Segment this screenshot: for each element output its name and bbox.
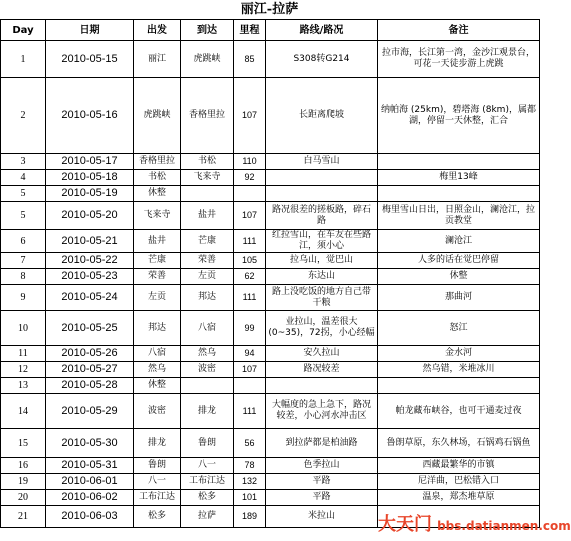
row-distance: 111	[234, 230, 266, 253]
row-from: 香格里拉	[134, 154, 181, 170]
row-route: 白马雪山	[266, 154, 378, 170]
row-notes	[378, 186, 540, 202]
table-row	[1, 490, 540, 506]
row-date: 2010-05-15	[46, 41, 134, 78]
site-watermark	[378, 510, 571, 540]
header-to: 到达	[181, 20, 234, 41]
row-notes: 梅里雪山日出，日照金山，澜沧江，拉贡教堂	[378, 202, 540, 230]
row-from: 工布江达	[134, 490, 181, 506]
table-row	[1, 346, 540, 362]
row-notes: 帕龙藏布峡谷，也可干通麦过夜	[378, 394, 540, 429]
row-from: 八一	[134, 474, 181, 490]
row-date: 2010-05-25	[46, 311, 134, 346]
watermark-brand: 大天门	[378, 514, 432, 535]
row-day: 11	[1, 346, 46, 362]
row-notes: 梅里13峰	[378, 170, 540, 186]
row-from: 芒康	[134, 253, 181, 269]
row-route: S308转G214	[266, 41, 378, 78]
table-row	[1, 311, 540, 346]
table-row	[1, 186, 540, 202]
row-to: 波密	[181, 362, 234, 378]
table-row	[1, 285, 540, 311]
row-route: 拉乌山，觉巴山	[266, 253, 378, 269]
row-notes: 拉市海，长江第一湾，金沙江观景台，可花一天徒步游上虎跳	[378, 41, 540, 78]
header-date: 日期	[46, 20, 134, 41]
row-day: 19	[1, 474, 46, 490]
row-day: 8	[1, 269, 46, 285]
row-route	[266, 378, 378, 394]
row-distance: 111	[234, 394, 266, 429]
row-distance: 107	[234, 362, 266, 378]
row-route: 长距离爬坡	[266, 78, 378, 154]
row-notes	[378, 154, 540, 170]
row-to: 虎跳峡	[181, 41, 234, 78]
row-to: 排龙	[181, 394, 234, 429]
table-row	[1, 378, 540, 394]
row-to: 八一	[181, 458, 234, 474]
row-to: 邦达	[181, 285, 234, 311]
table-row	[1, 394, 540, 429]
table-row	[1, 429, 540, 458]
row-date: 2010-05-21	[46, 230, 134, 253]
row-route: 东达山	[266, 269, 378, 285]
row-day: 13	[1, 378, 46, 394]
row-route: 业拉山，温差很大 (0~35)，72拐，小心经幅	[266, 311, 378, 346]
row-distance: 56	[234, 429, 266, 458]
row-from: 然乌	[134, 362, 181, 378]
row-date: 2010-05-31	[46, 458, 134, 474]
row-day: 2	[1, 78, 46, 154]
row-distance: 132	[234, 474, 266, 490]
row-to: 香格里拉	[181, 78, 234, 154]
row-route: 红拉雪山，在车友在些路江，须小心	[266, 230, 378, 253]
row-notes: 纳帕海 (25km)，碧塔海 (8km)，属都湖，停留一天休整，汇合	[378, 78, 540, 154]
row-route: 平路	[266, 490, 378, 506]
row-notes: 怒江	[378, 311, 540, 346]
row-distance: 105	[234, 253, 266, 269]
row-day: 16	[1, 458, 46, 474]
row-to: 飞来寺	[181, 170, 234, 186]
row-distance	[234, 186, 266, 202]
row-day: 20	[1, 490, 46, 506]
header-route: 路线/路况	[266, 20, 378, 41]
row-date: 2010-05-16	[46, 78, 134, 154]
row-day: 5	[1, 202, 46, 230]
row-day: 1	[1, 41, 46, 78]
row-from: 虎跳峡	[134, 78, 181, 154]
row-to: 然乌	[181, 346, 234, 362]
header-day: Day	[1, 20, 46, 41]
row-route	[266, 186, 378, 202]
row-route: 路况较差	[266, 362, 378, 378]
row-day: 10	[1, 311, 46, 346]
row-distance: 62	[234, 269, 266, 285]
row-date: 2010-06-03	[46, 506, 134, 528]
table-body	[1, 41, 540, 528]
row-date: 2010-06-02	[46, 490, 134, 506]
row-date: 2010-05-27	[46, 362, 134, 378]
table-row	[1, 474, 540, 490]
row-notes: 休整	[378, 269, 540, 285]
row-route: 路上没吃饭的地方自己带干粮	[266, 285, 378, 311]
row-from: 波密	[134, 394, 181, 429]
row-to: 左贡	[181, 269, 234, 285]
row-distance: 111	[234, 285, 266, 311]
row-notes: 金水河	[378, 346, 540, 362]
row-distance: 99	[234, 311, 266, 346]
watermark-url: bbs.datianmen.com	[437, 519, 571, 533]
row-route: 路况很差的搓板路，碎石路	[266, 202, 378, 230]
table-row	[1, 170, 540, 186]
table-row	[1, 230, 540, 253]
row-date: 2010-05-20	[46, 202, 134, 230]
row-route: 色季拉山	[266, 458, 378, 474]
row-notes: 西藏最繁华的市镇	[378, 458, 540, 474]
row-from: 荣善	[134, 269, 181, 285]
row-distance: 94	[234, 346, 266, 362]
row-from: 排龙	[134, 429, 181, 458]
row-route: 大幅度的急上急下，路况较差，小心河水冲击区	[266, 394, 378, 429]
row-to: 松多	[181, 490, 234, 506]
row-to: 书松	[181, 154, 234, 170]
row-to: 八宿	[181, 311, 234, 346]
row-notes: 尼洋曲，巴松错入口	[378, 474, 540, 490]
row-to: 拉萨	[181, 506, 234, 528]
row-to	[181, 378, 234, 394]
row-from: 邦达	[134, 311, 181, 346]
row-distance: 107	[234, 202, 266, 230]
row-day: 14	[1, 394, 46, 429]
table-row	[1, 202, 540, 230]
row-date: 2010-06-01	[46, 474, 134, 490]
row-notes	[378, 378, 540, 394]
row-date: 2010-05-30	[46, 429, 134, 458]
row-day: 5	[1, 186, 46, 202]
table-row	[1, 154, 540, 170]
row-date: 2010-05-22	[46, 253, 134, 269]
row-from: 鲁朗	[134, 458, 181, 474]
row-date: 2010-05-18	[46, 170, 134, 186]
row-to: 荣善	[181, 253, 234, 269]
row-distance: 107	[234, 78, 266, 154]
header-from: 出发	[134, 20, 181, 41]
row-to: 芒康	[181, 230, 234, 253]
row-from: 盐井	[134, 230, 181, 253]
row-day: 21	[1, 506, 46, 528]
row-route	[266, 170, 378, 186]
table-row	[1, 253, 540, 269]
row-distance: 110	[234, 154, 266, 170]
row-date: 2010-05-29	[46, 394, 134, 429]
row-day: 12	[1, 362, 46, 378]
row-from: 八宿	[134, 346, 181, 362]
row-day: 6	[1, 230, 46, 253]
header-row	[1, 20, 540, 41]
row-from: 丽江	[134, 41, 181, 78]
table-row	[1, 269, 540, 285]
sheet-title: 丽江-拉萨	[240, 2, 299, 17]
row-to: 工布江达	[181, 474, 234, 490]
itinerary-table	[0, 19, 540, 528]
table-row	[1, 78, 540, 154]
row-day: 7	[1, 253, 46, 269]
row-route: 平路	[266, 474, 378, 490]
row-route: 米拉山	[266, 506, 378, 528]
row-date: 2010-05-19	[46, 186, 134, 202]
row-to	[181, 186, 234, 202]
row-distance: 101	[234, 490, 266, 506]
row-date: 2010-05-17	[46, 154, 134, 170]
row-distance: 92	[234, 170, 266, 186]
row-from: 左贡	[134, 285, 181, 311]
row-date: 2010-05-26	[46, 346, 134, 362]
row-notes: 那曲河	[378, 285, 540, 311]
row-from: 飞来寺	[134, 202, 181, 230]
row-day: 3	[1, 154, 46, 170]
row-distance: 189	[234, 506, 266, 528]
row-notes: 温泉，郑杰堆草原	[378, 490, 540, 506]
table-row	[1, 458, 540, 474]
row-date: 2010-05-23	[46, 269, 134, 285]
row-from: 休整	[134, 378, 181, 394]
header-distance: 里程	[234, 20, 266, 41]
row-from: 松多	[134, 506, 181, 528]
row-route: 到拉萨都是柏油路	[266, 429, 378, 458]
header-notes: 备注	[378, 20, 540, 41]
row-notes: 人多的话在觉巴停留	[378, 253, 540, 269]
row-distance: 85	[234, 41, 266, 78]
row-day: 4	[1, 170, 46, 186]
row-date: 2010-05-24	[46, 285, 134, 311]
row-date: 2010-05-28	[46, 378, 134, 394]
row-distance	[234, 378, 266, 394]
row-notes: 澜沧江	[378, 230, 540, 253]
row-to: 盐井	[181, 202, 234, 230]
row-day: 15	[1, 429, 46, 458]
row-distance: 78	[234, 458, 266, 474]
row-to: 鲁朗	[181, 429, 234, 458]
row-day: 9	[1, 285, 46, 311]
row-route: 安久拉山	[266, 346, 378, 362]
table-row	[1, 362, 540, 378]
row-notes: 鲁朗草原，东久林场，石锅鸡石锅鱼	[378, 429, 540, 458]
row-from: 书松	[134, 170, 181, 186]
row-from: 休整	[134, 186, 181, 202]
table-row	[1, 41, 540, 78]
row-notes: 然乌错，米堆冰川	[378, 362, 540, 378]
